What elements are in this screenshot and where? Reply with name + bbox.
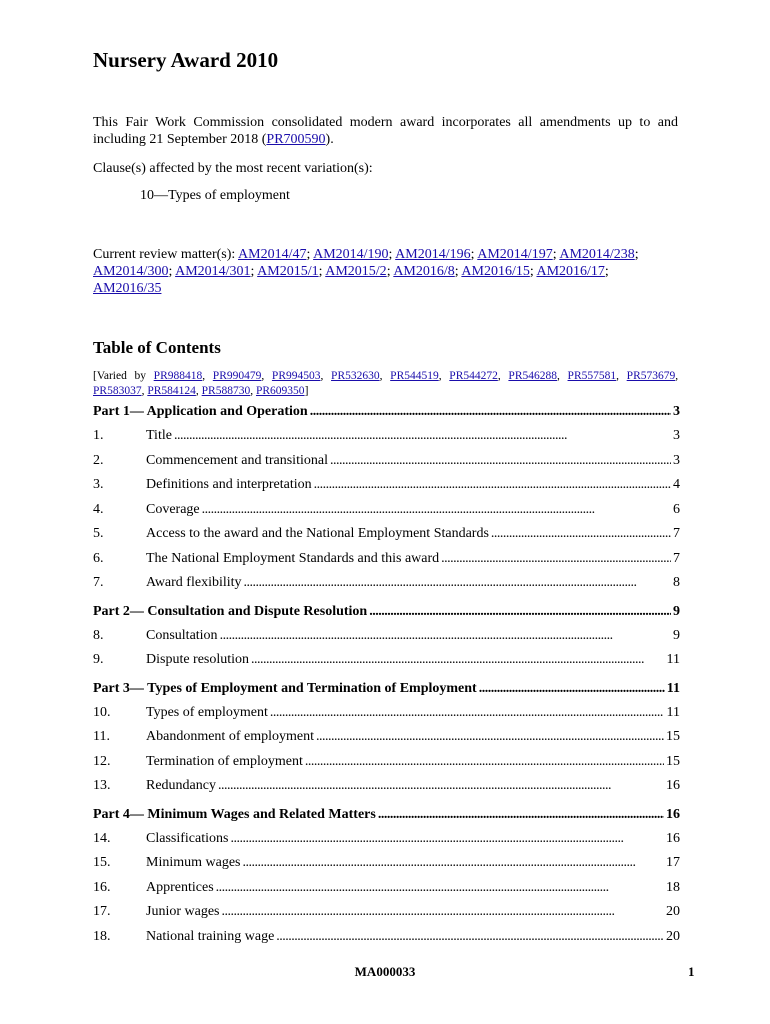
table-of-contents [93, 404, 680, 953]
toc-item-row[interactable] [93, 477, 680, 502]
toc-dot-leader [330, 453, 671, 469]
review-matter-link[interactable]: AM2014/197 [477, 247, 553, 262]
toc-item-title: Termination of employment [146, 753, 303, 769]
toc-item-number: 12. [93, 753, 111, 769]
toc-dot-leader [230, 831, 664, 847]
toc-page-number: 16 [666, 778, 680, 793]
toc-page-number: 18 [666, 879, 680, 895]
variation-link[interactable]: PR994503 [271, 370, 321, 382]
toc-page-number: 11 [666, 704, 680, 720]
varied-suffix: ] [304, 385, 309, 397]
toc-dot-leader [441, 551, 671, 567]
review-matter-link[interactable]: AM2014/238 [559, 247, 635, 262]
review-matter-link[interactable]: AM2016/35 [93, 281, 162, 296]
toc-item-title: Commencement and transitional [146, 452, 328, 468]
toc-item-number: 16. [93, 879, 111, 895]
toc-dot-leader [202, 502, 671, 518]
variation-link[interactable]: PR583037 [93, 385, 142, 397]
toc-item-number: 10. [93, 704, 111, 720]
toc-dot-leader [305, 754, 664, 770]
toc-item-row[interactable] [93, 729, 680, 754]
toc-page-number: 7 [673, 526, 680, 541]
clause-item: 10—Types of employment [140, 188, 290, 203]
varied-prefix: [Varied by [93, 370, 154, 382]
toc-item-title: Access to the award and the National Employment Standards [146, 526, 489, 541]
toc-item-title: Consultation [146, 627, 218, 643]
intro-paragraph [93, 114, 678, 148]
toc-item-number: 11. [93, 729, 110, 744]
toc-item-title: Junior wages [146, 904, 220, 919]
review-matter-link[interactable]: AM2016/17 [536, 264, 605, 279]
toc-page-number: 20 [666, 928, 680, 944]
toc-item-row[interactable] [93, 652, 680, 677]
variation-link[interactable]: PR990479 [212, 370, 262, 382]
variation-link[interactable]: PR588730 [201, 385, 251, 397]
toc-item-title: Apprentices [146, 879, 214, 895]
toc-item-title: National training wage [146, 928, 275, 944]
toc-page-number: 9 [673, 603, 680, 619]
review-matter-link[interactable]: AM2014/301 [175, 264, 251, 279]
toc-item-row[interactable] [93, 778, 680, 803]
toc-page-number: 16 [666, 830, 680, 846]
toc-item-row[interactable] [93, 551, 680, 576]
toc-item-title: Redundancy [146, 778, 216, 793]
toc-dot-leader [369, 604, 671, 620]
variation-link[interactable]: PR544519 [390, 370, 439, 382]
toc-item-row[interactable] [93, 831, 680, 856]
toc-page-number: 11 [666, 652, 680, 667]
varied-by-list: [Varied by PR988418, PR990479, PR994503, PR532630, PR544519, PR544272, PR546288, PR557581, PR573679, PR583037, PR584124, PR588730, PR609350] [93, 370, 679, 397]
toc-item-row[interactable] [93, 502, 680, 527]
toc-item-row[interactable] [93, 929, 680, 954]
toc-page-number: 4 [673, 477, 680, 492]
toc-item-title: Abandonment of employment [146, 729, 314, 744]
toc-dot-leader [222, 904, 665, 920]
toc-item-row[interactable] [93, 904, 680, 929]
toc-page-number: 11 [666, 680, 680, 696]
toc-dot-leader [218, 778, 664, 794]
toc-item-number: 5. [93, 526, 104, 541]
toc-part-title: Part 1— Application and Operation [93, 404, 308, 419]
toc-page-number: 20 [666, 904, 680, 919]
variation-link[interactable]: PR988418 [153, 370, 203, 382]
toc-item-number: 17. [93, 904, 111, 919]
toc-item-number: 4. [93, 501, 104, 517]
toc-item-title: Definitions and interpretation [146, 477, 312, 492]
toc-item-number: 8. [93, 627, 104, 643]
toc-item-title: Coverage [146, 501, 200, 517]
variation-link[interactable]: PR544272 [449, 370, 498, 382]
toc-page-number: 15 [666, 753, 680, 769]
toc-dot-leader [216, 880, 664, 896]
toc-part-row[interactable] [93, 807, 680, 831]
toc-page-number: 9 [673, 627, 680, 643]
toc-part-title: Part 3— Types of Employment and Termination of Employment [93, 680, 477, 696]
variation-link[interactable]: PR584124 [147, 385, 196, 397]
review-matter-link[interactable]: AM2014/300 [93, 264, 169, 279]
toc-page-number: 3 [673, 428, 680, 443]
document-title: Nursery Award 2010 [93, 48, 279, 72]
toc-item-number: 7. [93, 575, 104, 590]
toc-item-row[interactable] [93, 575, 680, 600]
review-matters: Current review matter(s): AM2014/47; AM2014/190; AM2014/196; AM2014/197; AM2014/238; AM2014/300; AM2014/301; AM2015/1; AM2015/2; AM2016/8; AM2016/15; AM2016/17; AM2016/35 [93, 247, 639, 296]
toc-item-row[interactable] [93, 855, 680, 880]
toc-item-number: 6. [93, 550, 104, 566]
toc-item-title: Dispute resolution [146, 652, 250, 667]
toc-item-number: 15. [93, 855, 111, 870]
toc-page-number: 15 [666, 729, 680, 744]
toc-part-row[interactable] [93, 604, 680, 628]
toc-page-number: 3 [673, 404, 680, 419]
toc-dot-leader [243, 855, 665, 871]
variation-link[interactable]: PR573679 [626, 370, 676, 382]
toc-dot-leader [314, 477, 671, 493]
toc-page-number: 17 [666, 855, 680, 870]
toc-item-number: 9. [93, 652, 104, 667]
toc-part-title: Part 4— Minimum Wages and Related Matters [93, 806, 376, 822]
toc-page-number: 16 [666, 806, 680, 822]
toc-dot-leader [270, 705, 665, 721]
toc-page-number: 7 [673, 550, 680, 566]
toc-item-title: Title [146, 428, 172, 443]
toc-item-number: 2. [93, 452, 104, 468]
review-matter-link[interactable]: AM2014/190 [313, 247, 389, 262]
review-matter-link[interactable]: AM2014/196 [395, 247, 471, 262]
toc-item-row[interactable] [93, 428, 680, 453]
review-matter-link[interactable]: AM2015/1 [257, 264, 319, 279]
toc-dot-leader [310, 404, 671, 420]
toc-dot-leader [220, 628, 671, 644]
toc-page-number: 3 [673, 452, 680, 468]
review-matter-link[interactable]: AM2016/8 [393, 264, 455, 279]
toc-item-row[interactable] [93, 754, 680, 779]
review-matter-link[interactable]: AM2014/47 [238, 247, 307, 262]
toc-dot-leader [244, 575, 671, 591]
variation-link[interactable]: PR532630 [331, 370, 380, 382]
toc-part-row[interactable] [93, 681, 680, 705]
toc-item-number: 1. [93, 428, 104, 443]
footer-award-code: MA000033 [354, 964, 416, 979]
toc-page-number: 6 [673, 501, 680, 517]
review-label: Current review matter(s): [93, 247, 239, 262]
toc-dot-leader [378, 807, 664, 823]
toc-dot-leader [276, 929, 664, 945]
toc-page-number: 8 [673, 575, 680, 590]
review-matter-link[interactable]: AM2016/15 [461, 264, 530, 279]
intro-text: This Fair Work Commission consolidated modern award incorporates all amendments up to and including 21 September 2018 ( [93, 115, 678, 147]
toc-part-title: Part 2— Consultation and Dispute Resolution [93, 603, 368, 619]
toc-item-row[interactable] [93, 705, 680, 730]
toc-part-row[interactable] [93, 404, 680, 428]
toc-item-number: 3. [93, 477, 104, 492]
toc-dot-leader [316, 729, 664, 745]
toc-item-row[interactable] [93, 628, 680, 653]
variation-link[interactable]: PR557581 [567, 370, 617, 382]
toc-item-row[interactable] [93, 453, 680, 478]
toc-item-title: Award flexibility [146, 575, 242, 590]
toc-item-title: Classifications [146, 830, 229, 846]
variation-link[interactable]: PR609350 [255, 385, 305, 397]
toc-dot-leader [251, 652, 664, 668]
toc-item-title: The National Employment Standards and this award [146, 550, 440, 566]
toc-item-number: 13. [93, 778, 111, 793]
review-matter-link[interactable]: AM2015/2 [325, 264, 387, 279]
toc-heading: Table of Contents [93, 338, 221, 357]
toc-item-number: 14. [93, 830, 111, 846]
toc-item-number: 18. [93, 928, 111, 944]
variation-link[interactable]: PR546288 [508, 370, 557, 382]
intro-pr-link[interactable]: PR700590 [266, 132, 326, 147]
toc-dot-leader [491, 526, 671, 542]
clauses-label: Clause(s) affected by the most recent variation(s): [93, 161, 373, 176]
toc-item-row[interactable] [93, 526, 680, 551]
toc-item-row[interactable] [93, 880, 680, 905]
toc-item-title: Minimum wages [146, 855, 241, 870]
toc-item-title: Types of employment [146, 704, 268, 720]
intro-text-end: ). [325, 132, 334, 147]
toc-dot-leader [174, 428, 671, 444]
footer-page-number: 1 [688, 964, 695, 979]
toc-dot-leader [479, 681, 665, 697]
